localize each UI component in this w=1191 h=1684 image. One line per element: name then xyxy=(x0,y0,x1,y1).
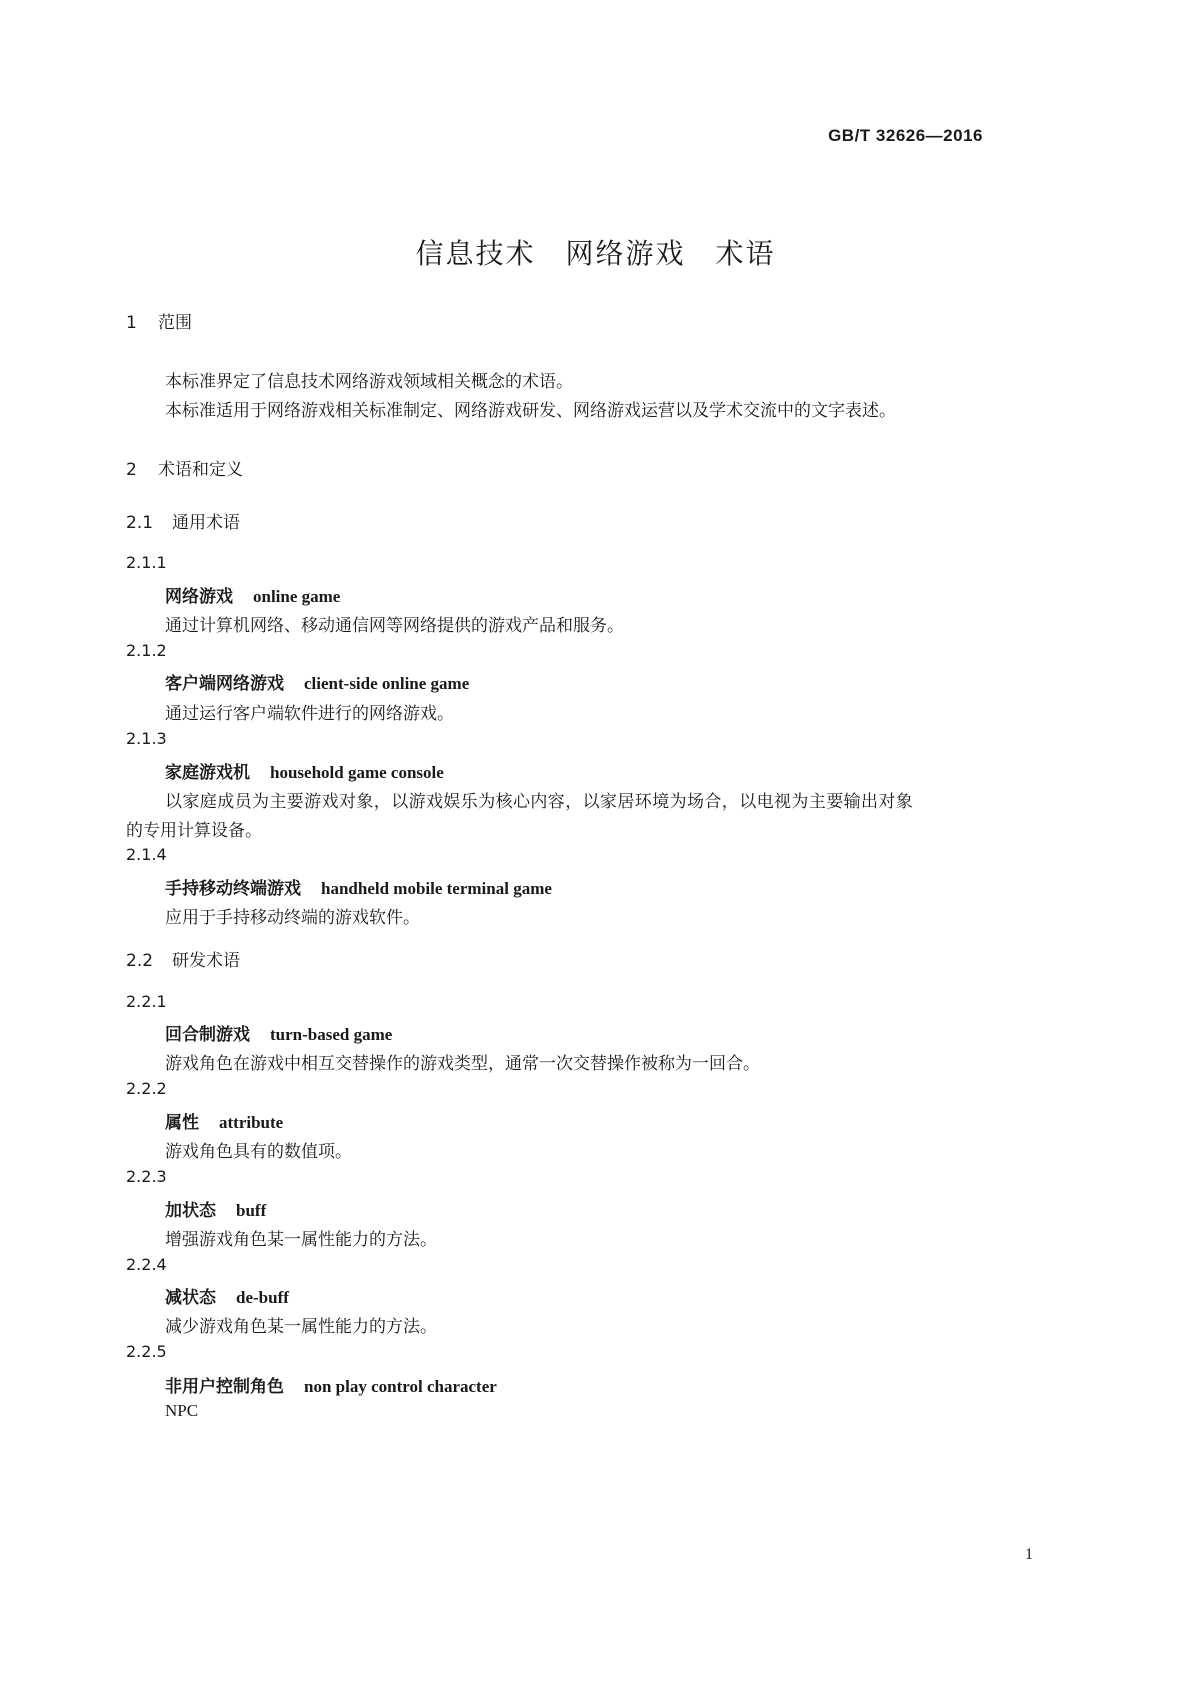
term-definition: 通过计算机网络、移动通信网等网络提供的游戏产品和服务。 xyxy=(165,616,624,636)
term-definition-continued: 的专用计算设备。 xyxy=(126,821,262,841)
term-chinese: 回合制游戏 xyxy=(165,1025,250,1045)
term-heading xyxy=(165,1372,497,1397)
section-number: 2 xyxy=(126,460,137,480)
term-definition: 通过运行客户端软件进行的网络游戏。 xyxy=(165,704,454,724)
term-english: non play control character xyxy=(304,1377,497,1396)
scope-paragraph-1: 本标准界定了信息技术网络游戏领域相关概念的术语。 xyxy=(165,372,573,392)
term-heading xyxy=(165,758,444,783)
term-definition: 减少游戏角色某一属性能力的方法。 xyxy=(165,1317,437,1337)
term-number: 2.1.1 xyxy=(126,553,167,572)
term-number: 2.2.2 xyxy=(126,1079,167,1098)
term-definition: 游戏角色在游戏中相互交替操作的游戏类型，通常一次交替操作被称为一回合。 xyxy=(165,1054,760,1074)
term-english: attribute xyxy=(219,1113,284,1132)
term-number: 2.2.3 xyxy=(126,1167,167,1186)
term-chinese: 非用户控制角色 xyxy=(165,1377,284,1397)
term-number: 2.2.4 xyxy=(126,1255,167,1274)
term-chinese: 家庭游戏机 xyxy=(165,763,250,783)
standard-code: GB/T 32626—2016 xyxy=(828,126,983,145)
subsection-title: 通用术语 xyxy=(172,513,240,533)
term-definition: 增强游戏角色某一属性能力的方法。 xyxy=(165,1230,437,1250)
term-number: 2.1.4 xyxy=(126,845,167,864)
term-chinese: 减状态 xyxy=(165,1288,216,1308)
term-english: client-side online game xyxy=(304,674,470,693)
term-definition: 应用于手持移动终端的游戏软件。 xyxy=(165,908,420,928)
term-english: handheld mobile terminal game xyxy=(321,879,552,898)
section-1-heading xyxy=(126,308,192,333)
term-number: 2.2.1 xyxy=(126,992,167,1011)
scope-paragraph-2: 本标准适用于网络游戏相关标准制定、网络游戏研发、网络游戏运营以及学术交流中的文字表述。 xyxy=(165,401,896,421)
term-number: 2.1.3 xyxy=(126,729,167,748)
term-english: turn-based game xyxy=(270,1025,393,1044)
term-chinese: 加状态 xyxy=(165,1201,216,1221)
section-2-heading xyxy=(126,455,243,480)
term-definition: 游戏角色具有的数值项。 xyxy=(165,1142,352,1162)
term-chinese: 手持移动终端游戏 xyxy=(165,879,301,899)
subsection-title: 研发术语 xyxy=(172,951,240,971)
term-heading xyxy=(165,1283,289,1308)
term-heading xyxy=(165,582,340,607)
term-number: 2.1.2 xyxy=(126,641,167,660)
subsection-number: 2.1 xyxy=(126,513,154,533)
term-number: 2.2.5 xyxy=(126,1342,167,1361)
subsection-2-1-heading xyxy=(126,508,240,533)
term-heading xyxy=(165,1196,266,1221)
term-heading xyxy=(165,874,552,899)
term-heading xyxy=(165,1108,283,1133)
term-english: household game console xyxy=(270,763,444,782)
term-chinese: 网络游戏 xyxy=(165,587,233,607)
section-title: 范围 xyxy=(158,313,192,333)
document-title: 信息技术 网络游戏 术语 xyxy=(415,237,776,270)
term-heading xyxy=(165,669,469,694)
term-heading xyxy=(165,1020,392,1045)
term-abbreviation: NPC xyxy=(165,1401,199,1420)
subsection-2-2-heading xyxy=(126,946,240,971)
term-english: online game xyxy=(253,587,341,606)
subsection-number: 2.2 xyxy=(126,951,154,971)
term-definition: 以家庭成员为主要游戏对象，以游戏娱乐为核心内容，以家居环境为场合，以电视为主要输出对象 xyxy=(165,792,914,812)
section-number: 1 xyxy=(126,313,137,333)
term-english: de-buff xyxy=(236,1288,289,1307)
term-english: buff xyxy=(236,1201,267,1220)
page-number: 1 xyxy=(1025,1546,1033,1563)
section-title: 术语和定义 xyxy=(158,460,243,480)
term-chinese: 属性 xyxy=(165,1113,199,1133)
term-chinese: 客户端网络游戏 xyxy=(165,674,284,694)
